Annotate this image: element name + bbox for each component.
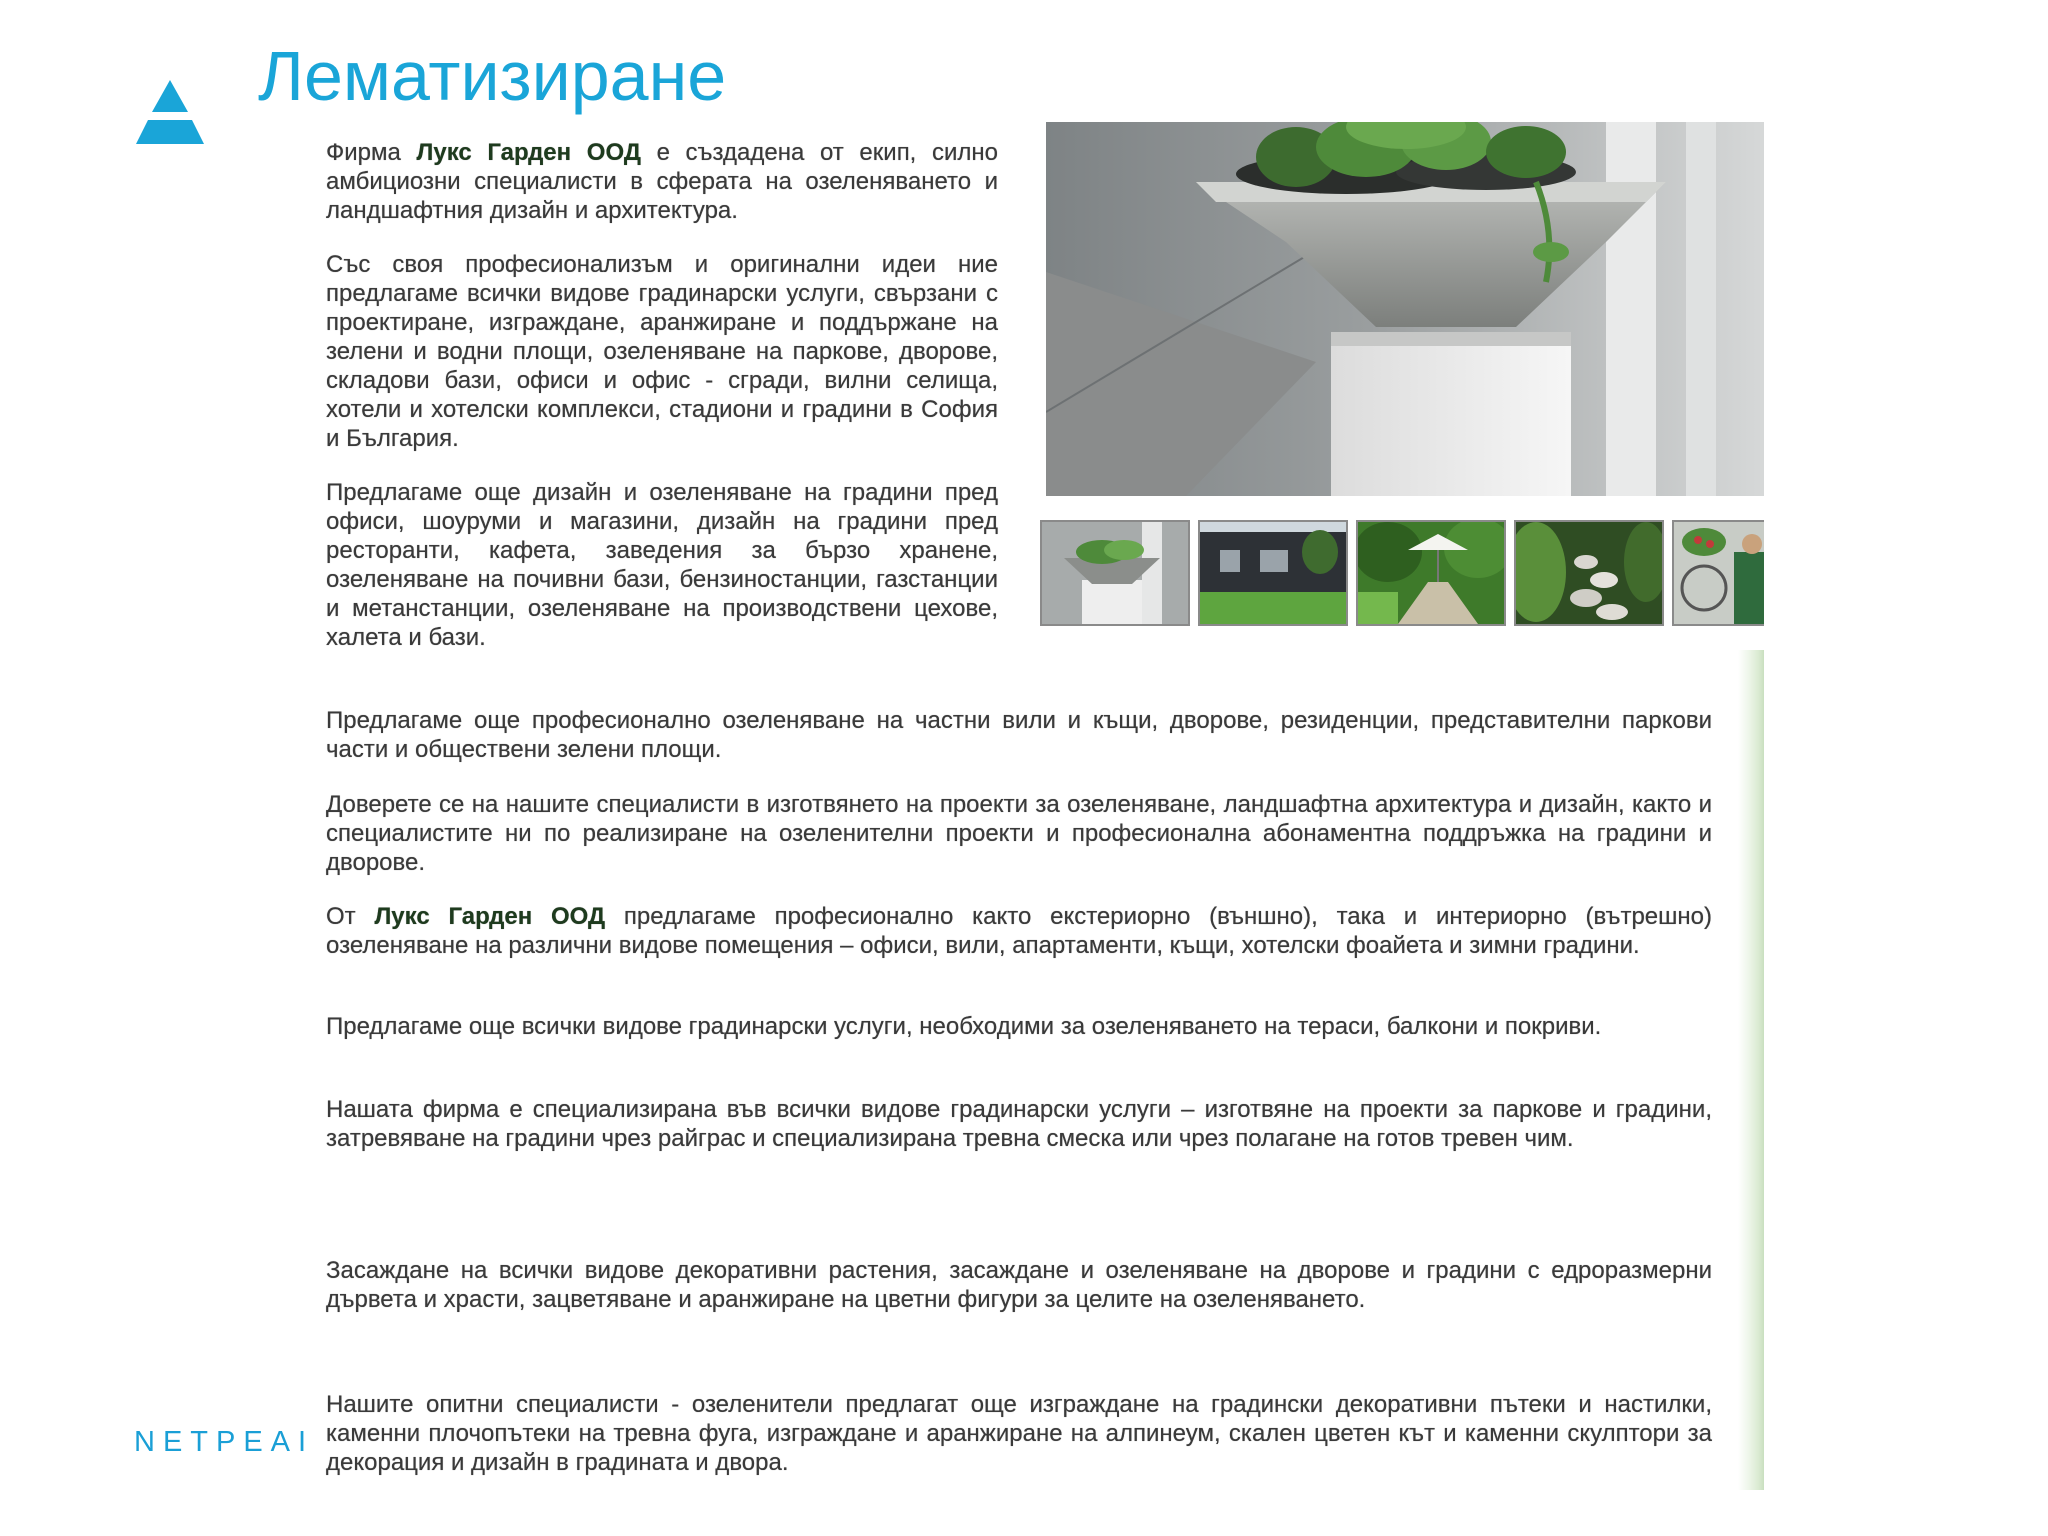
brand-logo-text: NETPEAI [134,1426,315,1458]
document-body [326,120,1762,1490]
triangle-logo-icon [134,78,206,148]
paragraph-4: Предлагаме още професионално озеленяване на частни вили и къщи, дворове, резиденции, представителни паркови части и обществени зелени площи. [326,707,1712,763]
paragraph-8: Нашата фирма е специализирана във всички видове градинарски услуги – изготвяне на проекти за паркове и градини, затревяване на градини чрез райграс и специализирана тревна смеска или чрез полагане на готов тревен чим. [326,1096,1712,1152]
paragraph-10: Нашите опитни специалисти - озеленители предлагат още изграждане на градински декоративни пътеки и настилки, каменни плочопътеки на тревна фуга, изграждане и аранжиране на алпинеум, скален цветен кът и каменни скулптори за декорация и дизайн в градината и двора. [326,1391,1712,1476]
paragraph-1: Фирма Лукс Гарден ООД е създадена от екип, силно амбициозни специалисти в сферата на озеленяването и ландшафтния дизайн и архитектура. [326,139,999,224]
paragraph-9: Засаждане на всички видове декоративни растения, засаждане и озеленяване на дворове и градини с едроразмерни дървета и храсти, зацветяване и аранжиране на цветни фигури за целите на озеленяването. [326,1257,1712,1313]
paragraph-3: Предлагаме още дизайн и озеленяване на градини пред офиси, шоуруми и магазини, дизайн на градини пред ресторанти, кафета, заведения за бързо хранене, озеленяване на почивни бази, бензиностанции, газстанции и метанстанции, озеленяване на производствени цехове, халета и бази. [326,479,998,651]
paragraph-2: Със своя професионализъм и оригинални идеи ние предлагаме всички видове градинарски услуги, свързани с проектиране, изграждане, аранжиране и поддържане на зелени и водни площи, озеленяване на паркове, дворове, складови бази, офиси и офис - сгради, вилни селища, хотели и хотелски комплекси, стадиони и градини в София и България. [326,251,998,452]
paragraph-7: Предлагаме още всички видове градинарски услуги, необходими за озеленяването на тераси, балкони и покриви. [326,1013,1602,1040]
page-title: Лематизиране [258,37,727,115]
company-name: Лукс Гарден ООД [374,903,606,930]
paragraph-6: От Лукс Гарден ООД предлагаме професионално както екстериорно (външно), така и интериорно (вътрешно) озеленяване на различни видове помещения – офиси, вили, апартаменти, къщи, хотелски фоайета и зимни градини. [326,903,1713,959]
paragraph-5: Доверете се на нашите специалисти в изготвянето на проекти за озеленяване, ландшафтна архитектура и дизайн, както и специалистите ни по реализиране на озеленителни проекти и професионална абонаментна поддръжка на градини и дворове. [326,791,1712,876]
company-name: Лукс Гарден ООД [416,139,641,166]
